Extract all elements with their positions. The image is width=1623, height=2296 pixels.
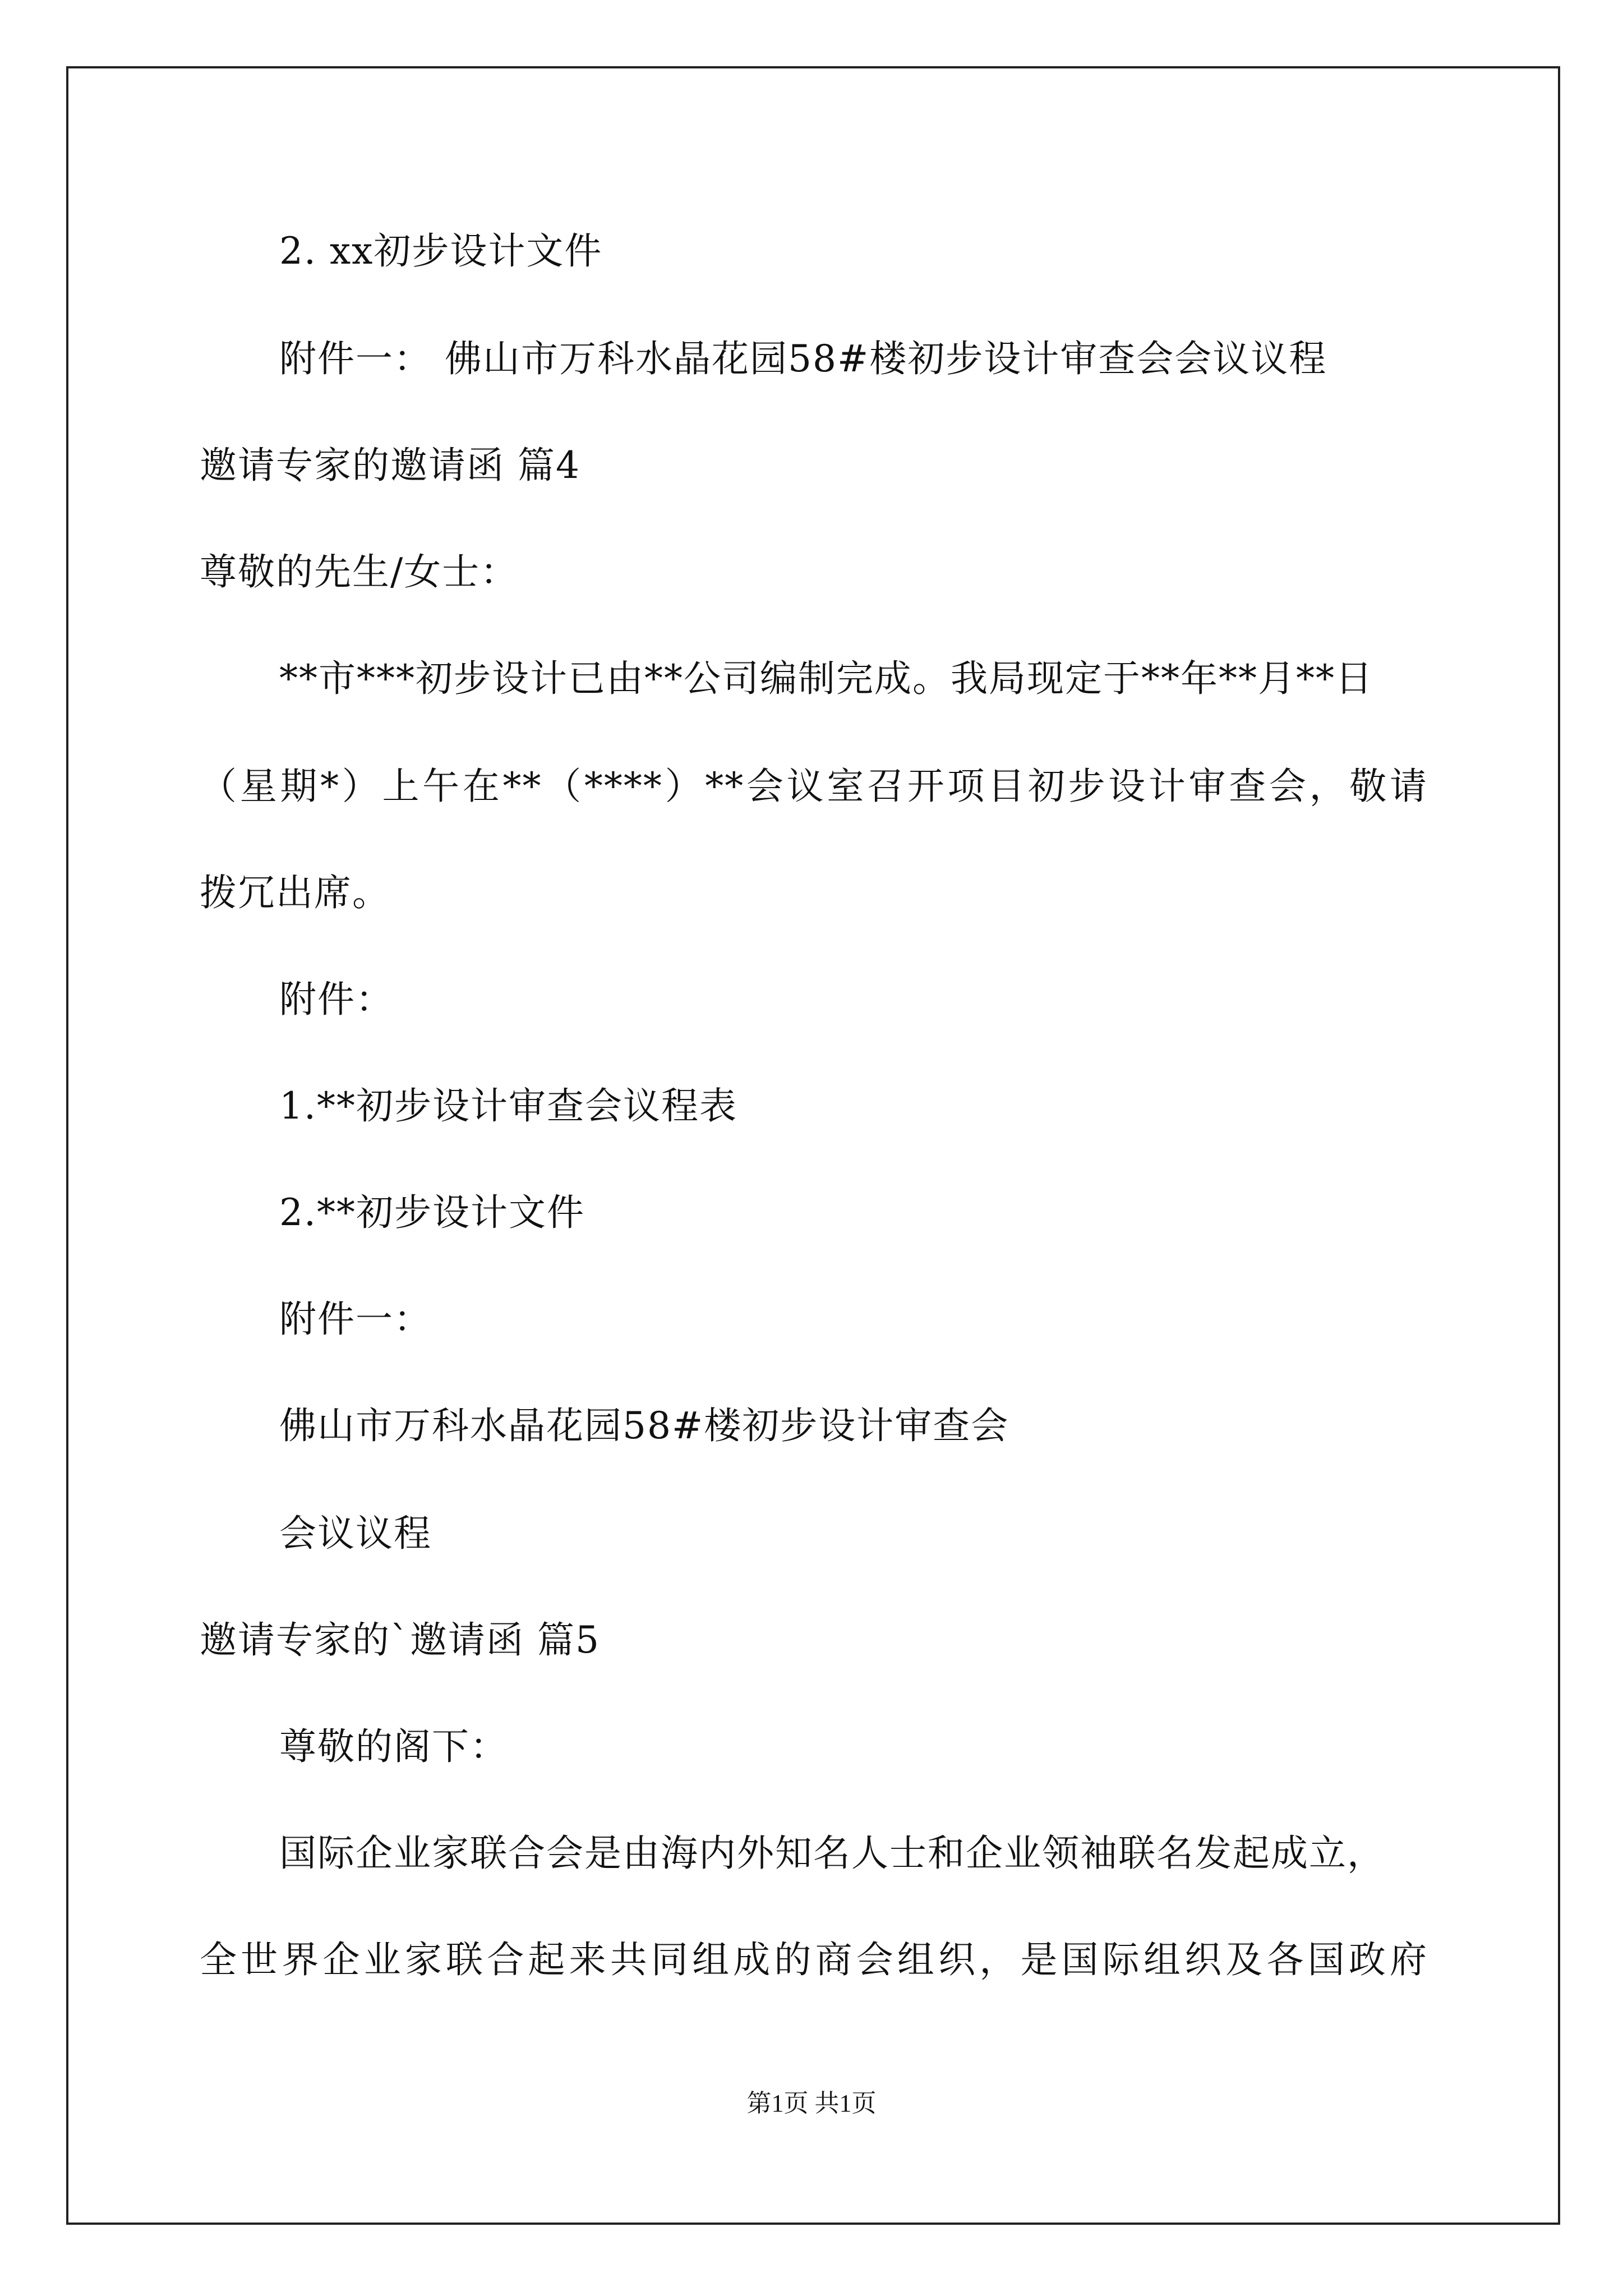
body-paragraph-2-line-1: 国际企业家联合会是由海内外知名人士和企业领袖联名发起成立， — [279, 1832, 1385, 1875]
body-paragraph-line-1: **市***初步设计已由**公司编制完成。我局现定于**年**月**日 — [279, 657, 1373, 700]
body-paragraph-2-line-2: 全世界企业家联合起来共同组成的商会组织，是国际组织及各国政府 — [200, 1938, 1428, 1981]
agenda-title-line-1: 佛山市万科水晶花园58#楼初步设计审查会 — [279, 1404, 1009, 1447]
salutation-excellency: 尊敬的阁下： — [279, 1725, 508, 1768]
attachment-item-2: 2.**初步设计文件 — [279, 1191, 585, 1234]
text-line-attachment-one-agenda: 附件一： 佛山市万科水晶花园58#楼初步设计审查会会议议程 — [279, 337, 1327, 380]
salutation-sir-madam: 尊敬的先生/女士： — [200, 550, 519, 593]
attachments-label: 附件： — [279, 978, 394, 1021]
section-heading-4: 邀请专家的邀请函 篇4 — [200, 444, 580, 487]
attachment-one-label: 附件一： — [279, 1297, 432, 1341]
page-number-footer: 第1页 共1页 — [746, 2090, 877, 2117]
body-paragraph-line-2: （星期*）上午在**（****）**会议室召开项目初步设计审查会，敬请 — [200, 765, 1428, 808]
text-line-attachment-2-xx: 2. xx初步设计文件 — [279, 229, 603, 273]
body-paragraph-line-3: 拨冗出席。 — [200, 871, 390, 914]
page-border — [66, 66, 1560, 2225]
section-heading-5: 邀请专家的`邀请函 篇5 — [200, 1618, 600, 1662]
attachment-item-1: 1.**初步设计审查会议程表 — [279, 1084, 737, 1128]
agenda-title-line-2: 会议议程 — [279, 1512, 432, 1555]
